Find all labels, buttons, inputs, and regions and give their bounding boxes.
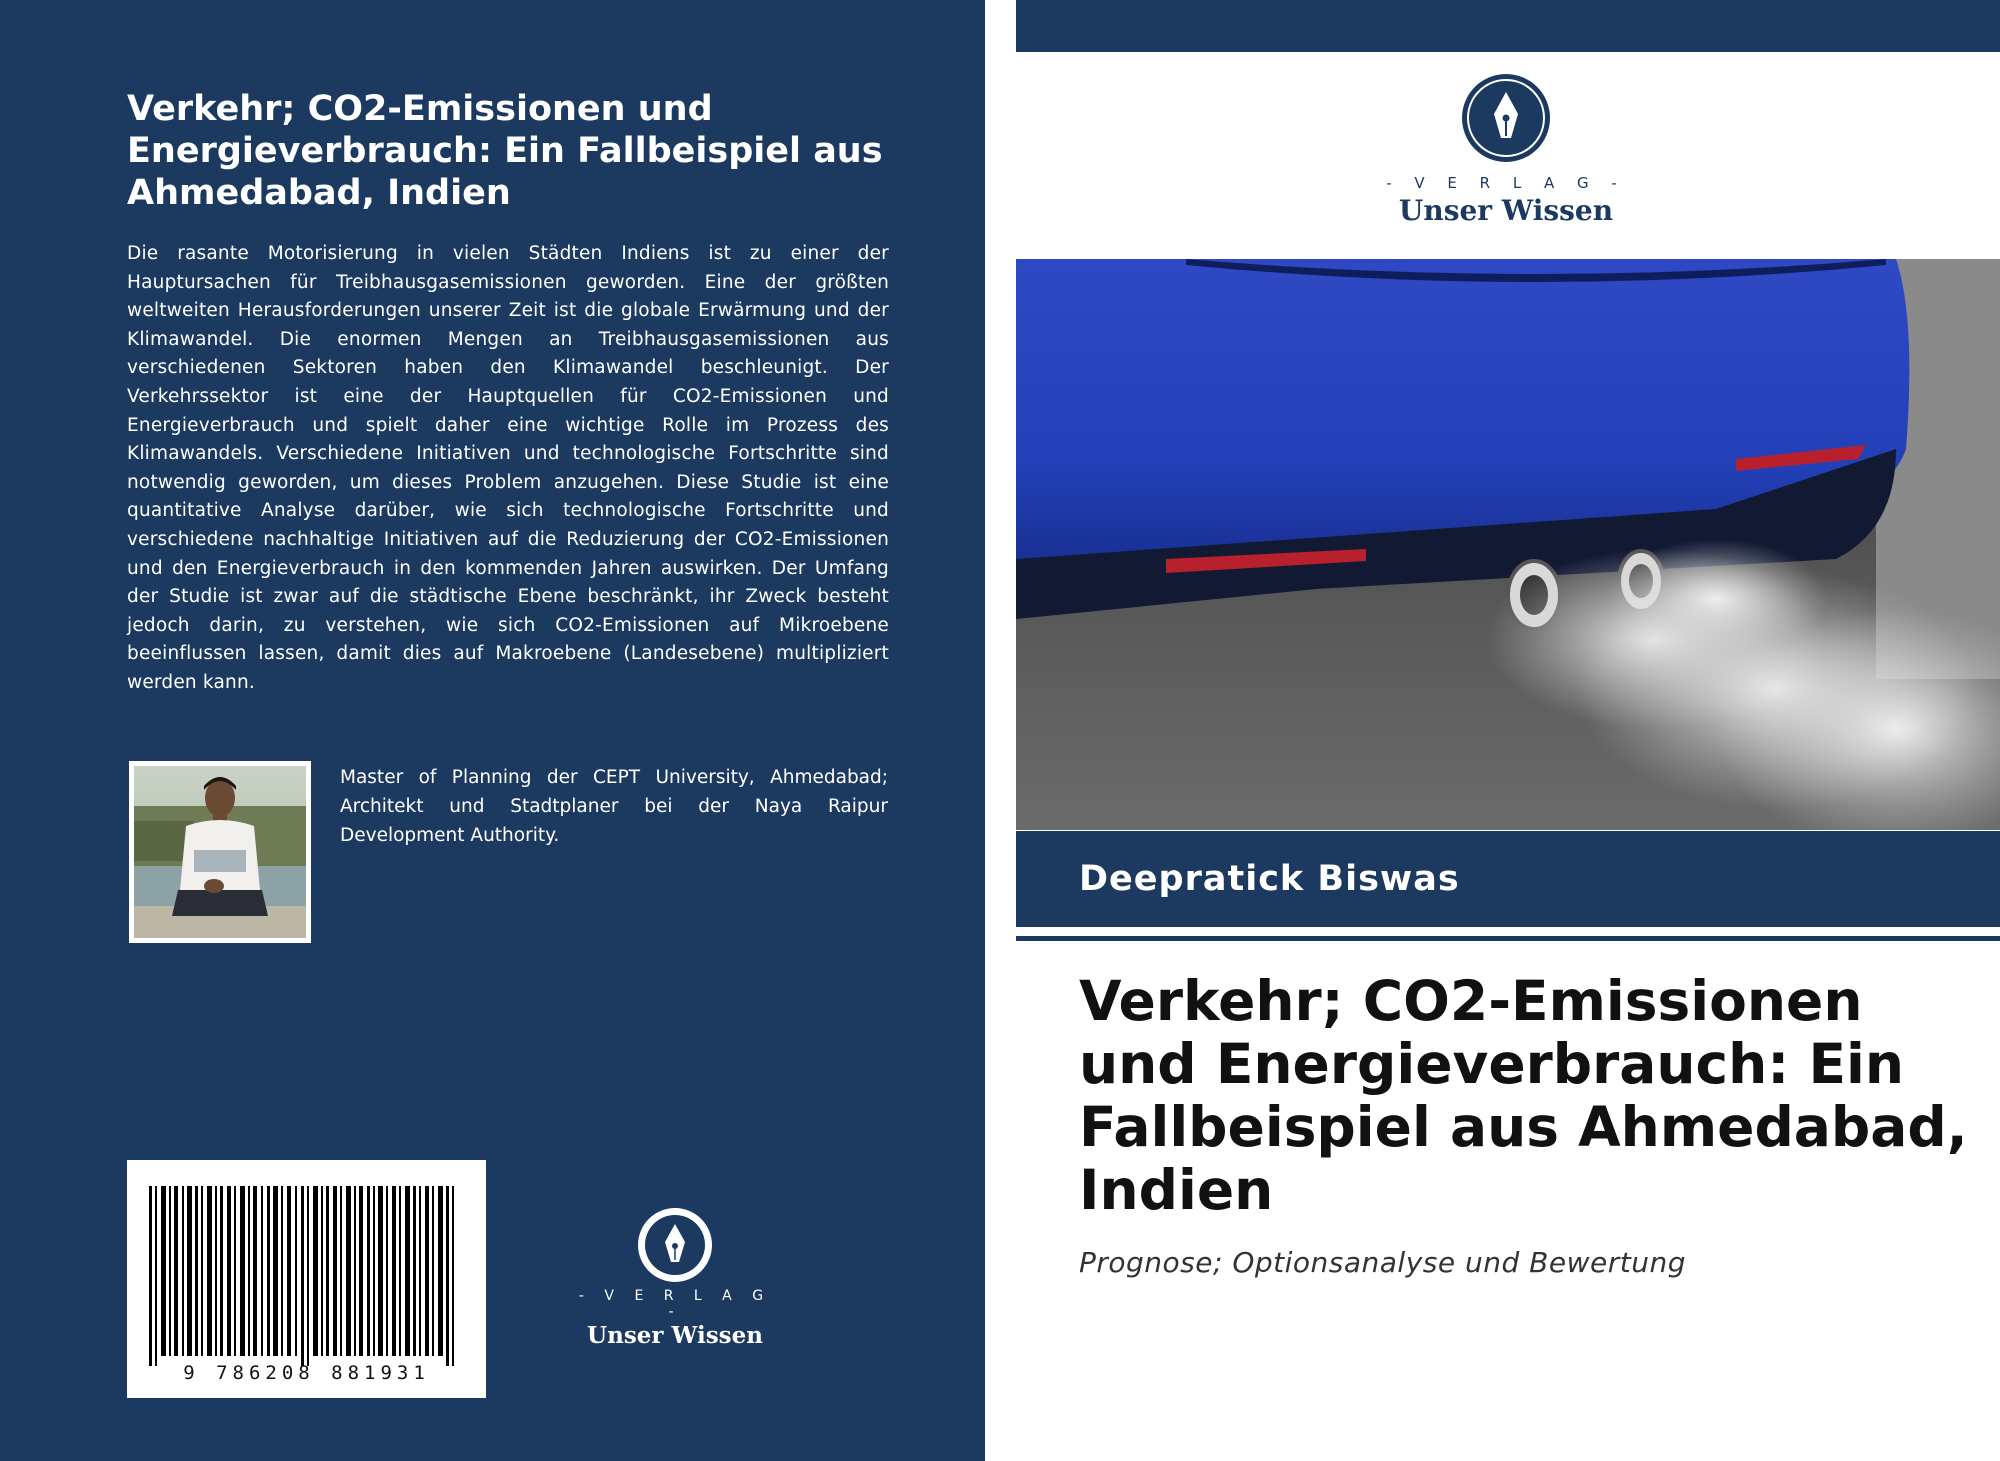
- author-photo: [129, 761, 311, 943]
- front-cover: [1016, 0, 2000, 1461]
- book-title: Verkehr; CO2-Emissionen und Energieverbrauch: Ein Fallbeispiel aus Ahmedabad, Indien: [1079, 969, 1968, 1222]
- top-band: [1016, 0, 2000, 52]
- back-cover-blurb: Die rasante Motorisierung in vielen Städten Indiens ist zu einer der Hauptursachen für Treibhausgasemissionen geworden. Eine der größten weltweiten Herausforderungen unserer Zeit ist die globale Erwärmung und der Klimawandel. Die enormen Mengen an Treibhausgasemissionen aus verschiedenen Sektoren haben den Klimawandel beschleunigt. Der Verkehrssektor ist eine der Hauptquellen für CO2-Emissionen und Energieverbrauch und spielt daher eine wichtige Rolle im Prozess des Klimawandels. Verschiedene Initiativen und technologische Fortschritte sind notwendig geworden, um dieses Problem anzugehen. Diese Studie ist eine quantitative Analyse darüber, wie sich technologische Fortschritte und verschiedene nachhaltige Initiativen auf die Reduzierung der CO2-Emissionen und den Energieverbrauch in den kommenden Jahren auswirken. Der Umfang der Studie ist zwar auf die städtische Ebene beschränkt, ihr Zweck besteht jedoch darin, zu verstehen, wie sich CO2-Emissionen auf Mikroebene beeinflussen lassen, damit dies auf Makroebene (Landesebene) multipliziert werden kann.: [127, 243, 889, 693]
- author-band: [1016, 831, 2000, 927]
- back-cover: [0, 0, 985, 1461]
- front-publisher-name: Unser Wissen: [1398, 194, 1614, 227]
- back-cover-title: Verkehr; CO2-Emissionen und Energieverbrauch: Ein Fallbeispiel aus Ahmedabad, Indien: [127, 89, 883, 213]
- back-publisher-logo: [575, 1206, 775, 1349]
- front-publisher-verlag: - V E R L A G -: [1386, 174, 1626, 192]
- front-publisher-logo: [1356, 72, 1656, 227]
- back-publisher-name: Unser Wissen: [587, 1322, 763, 1349]
- barcode-digits: 9 786208 881931: [183, 1362, 430, 1384]
- author-name: Deepratick Biswas: [1079, 859, 1460, 899]
- cover-photo-car-exhaust: [1016, 259, 2000, 830]
- publisher-seal-icon: [1460, 72, 1552, 164]
- book-subtitle: Prognose; Optionsanalyse und Bewertung: [1079, 1246, 1686, 1279]
- back-publisher-verlag: - V E R L A G -: [578, 1288, 772, 1320]
- isbn-barcode: [127, 1160, 486, 1398]
- author-bio: Master of Planning der CEPT University, Ahmedabad; Architekt und Stadtplaner bei der Naya Raipur Development Authority.: [340, 767, 888, 846]
- divider-rule: [1016, 936, 2000, 941]
- publisher-seal-icon: [636, 1206, 714, 1284]
